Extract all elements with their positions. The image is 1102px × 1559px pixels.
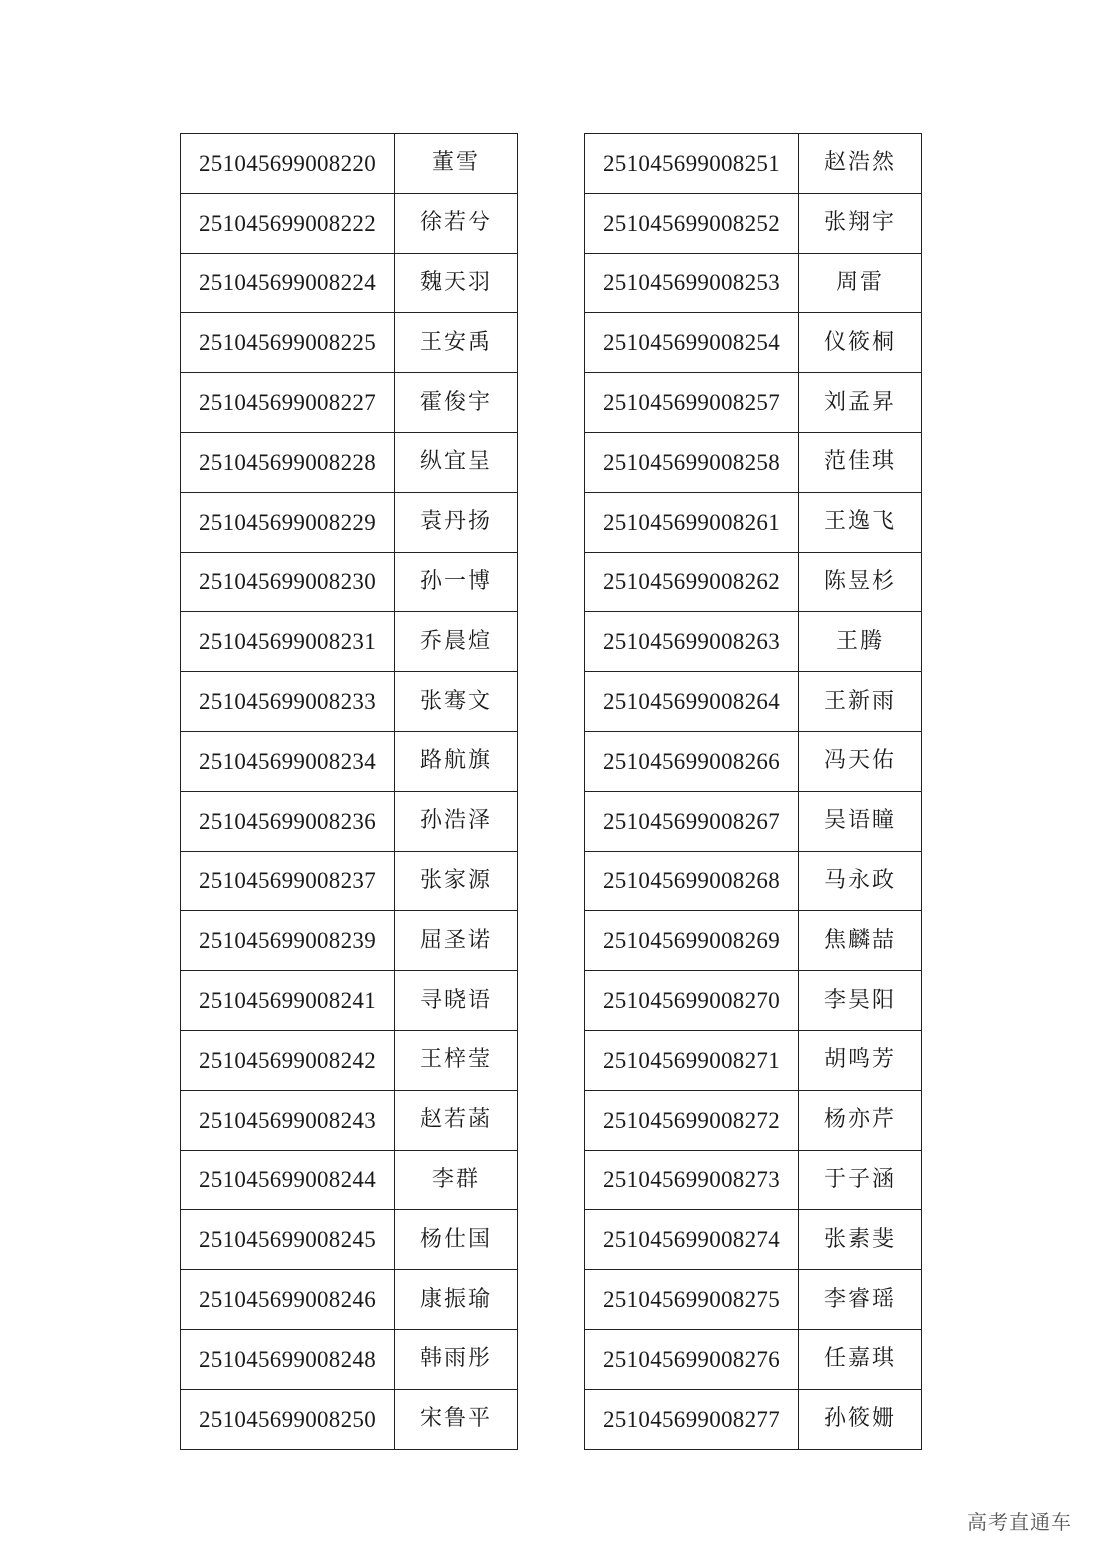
candidate-id-cell: 251045699008268 (585, 851, 799, 911)
candidate-name-cell: 杨仕国 (395, 1210, 518, 1270)
table-row (585, 373, 922, 433)
candidate-id-cell: 251045699008250 (181, 1389, 395, 1449)
candidate-name-cell: 王腾 (799, 612, 922, 672)
table-row (585, 851, 922, 911)
candidate-id-cell: 251045699008243 (181, 1090, 395, 1150)
candidate-name-cell: 赵若菡 (395, 1090, 518, 1150)
right-roster-table (584, 133, 922, 1450)
candidate-name-cell: 屈圣诺 (395, 911, 518, 971)
left-roster-table (180, 133, 518, 1450)
table-row (585, 253, 922, 313)
candidate-name-cell: 胡鸣芳 (799, 1030, 922, 1090)
table-row (181, 492, 518, 552)
candidate-id-cell: 251045699008264 (585, 672, 799, 732)
candidate-id-cell: 251045699008270 (585, 971, 799, 1031)
table-row (181, 253, 518, 313)
table-row (585, 731, 922, 791)
candidate-id-cell: 251045699008244 (181, 1150, 395, 1210)
candidate-name-cell: 冯天佑 (799, 731, 922, 791)
candidate-id-cell: 251045699008229 (181, 492, 395, 552)
table-row (585, 492, 922, 552)
table-row (181, 313, 518, 373)
table-row (181, 672, 518, 732)
candidate-id-cell: 251045699008236 (181, 791, 395, 851)
table-row (585, 1150, 922, 1210)
candidate-id-cell: 251045699008227 (181, 373, 395, 433)
candidate-id-cell: 251045699008276 (585, 1329, 799, 1389)
candidate-id-cell: 251045699008230 (181, 552, 395, 612)
candidate-name-cell: 董雪 (395, 134, 518, 194)
table-row (181, 193, 518, 253)
candidate-name-cell: 吴语瞳 (799, 791, 922, 851)
candidate-name-cell: 张家源 (395, 851, 518, 911)
watermark-text: 高考直通车 (967, 1510, 1072, 1534)
candidate-name-cell: 路航旗 (395, 731, 518, 791)
table-row (585, 134, 922, 194)
candidate-name-cell: 寻晓语 (395, 971, 518, 1031)
candidate-id-cell: 251045699008254 (585, 313, 799, 373)
table-row (181, 731, 518, 791)
table-row (181, 971, 518, 1031)
table-row (585, 1090, 922, 1150)
candidate-id-cell: 251045699008258 (585, 432, 799, 492)
candidate-id-cell: 251045699008253 (585, 253, 799, 313)
table-row (585, 1389, 922, 1449)
candidate-name-cell: 王逸飞 (799, 492, 922, 552)
table-row (181, 1030, 518, 1090)
candidate-name-cell: 焦麟喆 (799, 911, 922, 971)
candidate-name-cell: 张翔宇 (799, 193, 922, 253)
table-row (585, 1030, 922, 1090)
candidate-name-cell: 任嘉琪 (799, 1329, 922, 1389)
candidate-name-cell: 乔晨煊 (395, 612, 518, 672)
candidate-id-cell: 251045699008233 (181, 672, 395, 732)
candidate-id-cell: 251045699008263 (585, 612, 799, 672)
candidate-name-cell: 霍俊宇 (395, 373, 518, 433)
candidate-name-cell: 韩雨彤 (395, 1329, 518, 1389)
table-row (181, 1090, 518, 1150)
candidate-name-cell: 孙浩泽 (395, 791, 518, 851)
table-row (585, 1210, 922, 1270)
candidate-id-cell: 251045699008273 (585, 1150, 799, 1210)
table-row (585, 432, 922, 492)
candidate-name-cell: 范佳琪 (799, 432, 922, 492)
candidate-name-cell: 王新雨 (799, 672, 922, 732)
candidate-name-cell: 陈昱杉 (799, 552, 922, 612)
candidate-id-cell: 251045699008239 (181, 911, 395, 971)
candidate-id-cell: 251045699008271 (585, 1030, 799, 1090)
candidate-id-cell: 251045699008252 (585, 193, 799, 253)
candidate-id-cell: 251045699008224 (181, 253, 395, 313)
table-row (181, 851, 518, 911)
candidate-name-cell: 魏天羽 (395, 253, 518, 313)
candidate-id-cell: 251045699008251 (585, 134, 799, 194)
candidate-id-cell: 251045699008234 (181, 731, 395, 791)
table-row (585, 193, 922, 253)
candidate-name-cell: 李群 (395, 1150, 518, 1210)
candidate-id-cell: 251045699008246 (181, 1270, 395, 1330)
candidate-id-cell: 251045699008261 (585, 492, 799, 552)
candidate-name-cell: 张素斐 (799, 1210, 922, 1270)
candidate-name-cell: 王安禹 (395, 313, 518, 373)
right-roster-body (585, 134, 922, 1450)
table-row (585, 911, 922, 971)
table-row (585, 1329, 922, 1389)
candidate-name-cell: 周雷 (799, 253, 922, 313)
table-row (181, 911, 518, 971)
candidate-id-cell: 251045699008225 (181, 313, 395, 373)
table-row (585, 971, 922, 1031)
candidate-name-cell: 王梓莹 (395, 1030, 518, 1090)
candidate-id-cell: 251045699008245 (181, 1210, 395, 1270)
table-row (181, 1329, 518, 1389)
candidate-id-cell: 251045699008277 (585, 1389, 799, 1449)
candidate-id-cell: 251045699008228 (181, 432, 395, 492)
candidate-name-cell: 赵浩然 (799, 134, 922, 194)
table-row (181, 134, 518, 194)
candidate-name-cell: 李昊阳 (799, 971, 922, 1031)
candidate-id-cell: 251045699008242 (181, 1030, 395, 1090)
table-row (181, 1150, 518, 1210)
table-row (181, 1210, 518, 1270)
table-row (181, 612, 518, 672)
candidate-id-cell: 251045699008269 (585, 911, 799, 971)
candidate-name-cell: 于子涵 (799, 1150, 922, 1210)
candidate-id-cell: 251045699008222 (181, 193, 395, 253)
candidate-name-cell: 康振瑜 (395, 1270, 518, 1330)
candidate-name-cell: 刘孟昇 (799, 373, 922, 433)
table-row (181, 1389, 518, 1449)
candidate-name-cell: 袁丹扬 (395, 492, 518, 552)
candidate-name-cell: 孙筱姗 (799, 1389, 922, 1449)
candidate-name-cell: 孙一博 (395, 552, 518, 612)
candidate-id-cell: 251045699008275 (585, 1270, 799, 1330)
table-row (585, 672, 922, 732)
candidate-id-cell: 251045699008248 (181, 1329, 395, 1389)
table-row (181, 373, 518, 433)
table-row (585, 791, 922, 851)
candidate-id-cell: 251045699008237 (181, 851, 395, 911)
candidate-name-cell: 纵宜呈 (395, 432, 518, 492)
candidate-name-cell: 仪筱桐 (799, 313, 922, 373)
candidate-id-cell: 251045699008257 (585, 373, 799, 433)
candidate-name-cell: 徐若兮 (395, 193, 518, 253)
candidate-name-cell: 马永政 (799, 851, 922, 911)
candidate-name-cell: 杨亦芹 (799, 1090, 922, 1150)
table-row (181, 552, 518, 612)
candidate-id-cell: 251045699008220 (181, 134, 395, 194)
candidate-id-cell: 251045699008272 (585, 1090, 799, 1150)
candidate-name-cell: 张骞文 (395, 672, 518, 732)
left-roster-body (181, 134, 518, 1450)
table-row (585, 313, 922, 373)
table-row (585, 612, 922, 672)
candidate-name-cell: 宋鲁平 (395, 1389, 518, 1449)
candidate-name-cell: 李睿瑶 (799, 1270, 922, 1330)
table-row (181, 432, 518, 492)
candidate-id-cell: 251045699008267 (585, 791, 799, 851)
table-row (585, 1270, 922, 1330)
candidate-id-cell: 251045699008241 (181, 971, 395, 1031)
candidate-id-cell: 251045699008231 (181, 612, 395, 672)
table-row (585, 552, 922, 612)
candidate-id-cell: 251045699008262 (585, 552, 799, 612)
table-row (181, 791, 518, 851)
candidate-id-cell: 251045699008266 (585, 731, 799, 791)
candidate-id-cell: 251045699008274 (585, 1210, 799, 1270)
table-row (181, 1270, 518, 1330)
